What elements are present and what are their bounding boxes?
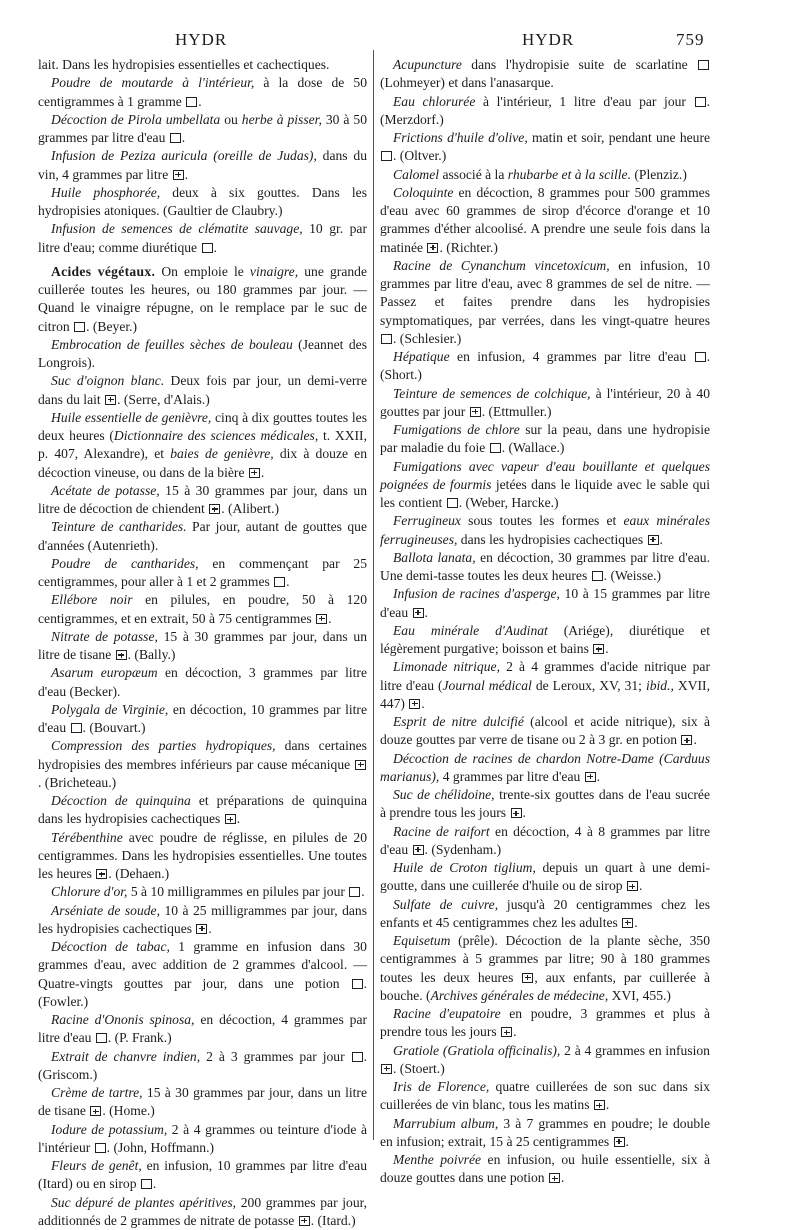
boxed-plus-icon (549, 1173, 560, 1183)
boxed-plus-icon (355, 760, 366, 770)
entry (38, 184, 367, 221)
entry (38, 1194, 367, 1230)
remedy-name: Teinture de semences de colchique, (393, 386, 591, 401)
entry-text: . (Alibert.) (221, 501, 279, 516)
remedy-name: Coloquinte (393, 185, 453, 200)
boxed-plus-icon (116, 650, 127, 660)
remedy-name: Iodure de potassium, (51, 1122, 167, 1137)
entry (38, 56, 367, 74)
entry-text: . (Weber, Harcke.) (459, 495, 559, 510)
entry-text: . (Sydenham.) (425, 842, 502, 857)
empty-box-icon (202, 243, 213, 253)
entry-text: (Lohmeyer) et dans l'anasarque. (380, 75, 554, 90)
entry-text: avec poudre de réglisse, en pilules de 20 centigrammes. Dans les hydropisies essentielles. Une toutes les heures (38, 830, 367, 882)
boxed-plus-icon (409, 699, 420, 709)
entry (38, 372, 367, 409)
empty-box-icon (695, 97, 706, 107)
empty-box-icon (381, 151, 392, 161)
entry-text: . (Oltver.) (393, 148, 446, 163)
entry (38, 1157, 367, 1194)
entry (38, 1048, 367, 1085)
empty-box-icon (695, 352, 706, 362)
entry-text: 15 à 30 grammes par jour, dans un litre de décoction de chiendent (38, 483, 367, 516)
entry (380, 750, 710, 787)
entry (38, 938, 367, 1011)
entry-text: . (639, 878, 642, 893)
entry-text: . (523, 805, 526, 820)
remedy-name: Journal médical (443, 678, 532, 693)
entry-text: dix à douze en décoction vineuse, ou dans de la bière (38, 446, 367, 479)
entry-text: en infusion, ou huile essentielle, six à douze gouttes dans une potion (380, 1152, 710, 1185)
boxed-plus-icon (593, 644, 604, 654)
remedy-name: Ferrugineux (393, 513, 461, 528)
entry-text: XVII, 447) (380, 678, 710, 711)
entry-text: sous toutes les formes et (461, 513, 624, 528)
entry (380, 786, 710, 823)
entry-text: une grande cuillerée toutes les heures, ou 180 grammes par jour. — Quand le vinaigre répugne, on le remplace par le suc de citron (38, 264, 367, 334)
entry-text: . (214, 240, 217, 255)
remedy-name: Dictionnaire des sciences médicales, (114, 428, 318, 443)
boxed-plus-icon (96, 869, 107, 879)
boxed-plus-icon (299, 1216, 310, 1226)
entry (380, 348, 710, 385)
empty-box-icon (447, 498, 458, 508)
entry (38, 409, 367, 482)
entry-text: . (Fowler.) (38, 976, 367, 1009)
entry-text: . (Beyer.) (86, 319, 137, 334)
entry-text: . (Short.) (380, 349, 710, 382)
entry-text: . (Bally.) (128, 647, 176, 662)
entry-text: On emploie le (155, 264, 250, 279)
remedy-name: Suc d'oignon blanc. (51, 373, 164, 388)
remedy-name: Fumigations de chlore (393, 422, 520, 437)
entry-text: 2 à 3 grammes par jour (200, 1049, 350, 1064)
entry-text: en décoction, 10 grammes par litre d'eau (38, 702, 367, 735)
remedy-name: Décoction de Pirola umbellata (51, 112, 220, 127)
remedy-name: Polygala de Virginie, (51, 702, 168, 717)
entry-text: quatre cuillerées de son suc dans six cuillerées de vin blanc, tous les matins (380, 1079, 710, 1112)
entry-text: (Jeannet des Longrois). (38, 337, 367, 370)
boxed-plus-icon (585, 772, 596, 782)
entry (380, 1115, 710, 1152)
entry-text: . (Ettmuller.) (482, 404, 552, 419)
entry-text: lait. Dans les hydropisies essentielles et cachectiques. (38, 57, 329, 72)
entry-text: et préparations de quinquina dans les hydropisies cachectiques (38, 793, 367, 826)
remedy-name: Chlorure d'or, (51, 884, 127, 899)
boxed-plus-icon (470, 407, 481, 417)
entry-text: . (153, 1176, 156, 1191)
remedy-name: Poudre de moutarde à l'intérieur, (51, 75, 254, 90)
entry-text: en décoction, 4 à 8 grammes par litre d'eau (380, 824, 710, 857)
entry (380, 166, 710, 184)
entry-text: . (561, 1170, 564, 1185)
entry (380, 56, 710, 93)
entry-text: 30 à 50 grammes par litre d'eau (38, 112, 367, 145)
remedy-name: Sulfate de cuivre, (393, 897, 498, 912)
remedy-name: Hépatique (393, 349, 450, 364)
entry-text: . (605, 641, 608, 656)
entry (38, 664, 367, 701)
remedy-name: baies de genièvre, (170, 446, 274, 461)
entry-text: . (597, 769, 600, 784)
entry-text: . (261, 465, 264, 480)
remedy-name: Racine de raifort (393, 824, 490, 839)
entry-text: en infusion, 10 grammes par litre d'eau (Itard) ou en sirop (38, 1158, 367, 1191)
entry-text: . (Serre, d'Alais.) (117, 392, 210, 407)
remedy-name: Teinture de cantharides. (51, 519, 187, 534)
entry-text: en décoction, 30 grammes par litre d'eau. Une demi-tasse toutes les deux heures (380, 550, 710, 583)
remedy-name: ibid., (646, 678, 674, 693)
entry-text: (Ariége), diurétique et légèrement purgative; boisson et bains (380, 623, 710, 656)
entry-text: en décoction, 4 grammes par litre d'eau (38, 1012, 367, 1045)
boxed-plus-icon (209, 504, 220, 514)
entry-text: 4 grammes par litre d'eau (439, 769, 583, 784)
entry-text: . (Bouvart.) (83, 720, 146, 735)
entry (380, 823, 710, 860)
empty-box-icon (698, 60, 709, 70)
entry (380, 1005, 710, 1042)
entry-text: . (660, 532, 663, 547)
remedy-name: Menthe poivrée (393, 1152, 481, 1167)
entry (38, 518, 367, 555)
entry-text: . (Wallace.) (502, 440, 565, 455)
empty-box-icon (352, 979, 363, 989)
remedy-name: Extrait de chanvre indien, (51, 1049, 200, 1064)
entry (38, 883, 367, 901)
entry-text: . (425, 605, 428, 620)
entry-text: . (634, 915, 637, 930)
entry (38, 482, 367, 519)
entry-text: 200 grammes par jour, additionnés de 2 grammes de nitrate de potasse (38, 1195, 367, 1228)
entry-text: . (Griscom.) (38, 1049, 367, 1082)
entry (38, 902, 367, 939)
entry (38, 829, 367, 884)
entry-text: . (185, 167, 188, 182)
boxed-plus-icon (413, 608, 424, 618)
boxed-plus-icon (614, 1137, 625, 1147)
running-head-left: HYDR (175, 30, 227, 54)
boxed-plus-icon (511, 808, 522, 818)
column-divider (373, 50, 374, 1140)
remedy-name: Gratiole (Gratiola officinalis), (393, 1043, 560, 1058)
entry-text: en décoction, 3 grammes par litre d'eau (Becker). (38, 665, 367, 698)
entry-text: . (421, 696, 424, 711)
section-heading: Acides végétaux. (51, 264, 155, 279)
entry (38, 263, 367, 336)
entry-text: 3 à 7 grammes en poudre; le double en infusion; extrait, 15 à 25 centigrammes (380, 1116, 710, 1149)
remedy-name: Infusion de racines d'asperge, (393, 586, 560, 601)
right-column (380, 56, 710, 1188)
entry-text: . (328, 611, 331, 626)
entry-text: (prêle). Décoction de la plante sèche, 350 centigrammes à 5 grammes par litre; 90 à 180 grammes toutes les deux heures (380, 933, 710, 985)
remedy-name: Térébenthine (51, 830, 123, 845)
entry-text: . (Merzdorf.) (380, 94, 710, 127)
entry-text: . (198, 94, 201, 109)
boxed-plus-icon (316, 614, 327, 624)
remedy-name: Fumigations avec vapeur d'eau bouillante et quelques poignées de fourmis (380, 459, 710, 492)
remedy-name: Poudre de cantharides, (51, 556, 199, 571)
entry-text: trente-six gouttes dans de l'eau sucrée à prendre tous les jours (380, 787, 710, 820)
empty-box-icon (96, 1033, 107, 1043)
remedy-name: Marrubium album, (393, 1116, 498, 1131)
entry (380, 932, 710, 1005)
entry-text: depuis un quart à une demi-goutte, dans une cuillerée d'huile ou de sirop (380, 860, 710, 893)
remedy-name: Embrocation de feuilles sèches de bouleau (51, 337, 293, 352)
entry-text: 15 à 30 grammes par jour, dans un litre de tisane (38, 629, 367, 662)
remedy-name: Huile essentielle de genièvre, (51, 410, 211, 425)
boxed-plus-icon (522, 973, 533, 983)
entry-text: matin et soir, pendant une heure (528, 130, 710, 145)
remedy-name: Acupuncture (393, 57, 462, 72)
entry-text: ou (220, 112, 242, 127)
entry-text: . (182, 130, 185, 145)
entry-text: dans du vin, 4 grammes par litre (38, 148, 367, 181)
entry-text: en décoction, 8 grammes pour 500 grammes d'eau avec 60 grammes de sirop d'écorce d'orange et 10 grammes d'éther alcoolisé. A prendre une seule fois dans la matinée (380, 185, 710, 255)
entry-text: . (Dehaen.) (108, 866, 169, 881)
empty-box-icon (381, 334, 392, 344)
entry (38, 591, 367, 628)
entry-text: 2 à 4 grammes en infusion (560, 1043, 710, 1058)
remedy-name: Frictions d'huile d'olive, (393, 130, 528, 145)
boxed-plus-icon (225, 814, 236, 824)
entry (380, 257, 710, 348)
remedy-name: Acétate de potasse, (51, 483, 160, 498)
entry-text: jusqu'à 20 centigrammes chez les enfants et 45 centigrammes chez les adultes (380, 897, 710, 930)
entry (380, 622, 710, 659)
boxed-plus-icon (427, 243, 438, 253)
remedy-name: Ballota lanata, (393, 550, 476, 565)
entry-text: à l'intérieur, 20 à 40 gouttes par jour (380, 386, 710, 419)
entry-text: dans l'hydropisie suite de scarlatine (462, 57, 697, 72)
remedy-name: Décoction de quinquina (51, 793, 191, 808)
entry-text: . (361, 884, 364, 899)
boxed-plus-icon (196, 924, 207, 934)
remedy-name: rhubarbe et à la scille. (508, 167, 631, 182)
remedy-name: Archives générales de médecine, (431, 988, 609, 1003)
boxed-plus-icon (173, 170, 184, 180)
entry-text: , aux enfants, par cuillerée à bouche. ( (380, 970, 710, 1003)
boxed-plus-icon (105, 395, 116, 405)
entry-text: . (513, 1024, 516, 1039)
boxed-plus-icon (249, 468, 260, 478)
entry-text: 10 à 15 grammes par litre d'eau (380, 586, 710, 619)
entry-text: 2 à 4 grammes d'acide nitrique par litre d'eau ( (380, 659, 710, 692)
entry-text: dans certaines hydropisies des membres inférieurs par cause mécanique (38, 738, 367, 771)
boxed-plus-icon (681, 735, 692, 745)
entry-text: cinq à dix gouttes toutes les deux heures ( (38, 410, 367, 443)
empty-box-icon (186, 97, 197, 107)
remedy-name: herbe à pisser, (242, 112, 322, 127)
boxed-plus-icon (413, 845, 424, 855)
entry (380, 859, 710, 896)
entry (380, 585, 710, 622)
entry (380, 184, 710, 257)
entry (38, 74, 367, 111)
remedy-name: Décoction de racines de chardon Notre-Dame (Carduus marianus), (380, 751, 710, 784)
boxed-plus-icon (627, 881, 638, 891)
entry-text: t. XXII, p. 407, Alexandre), et (38, 428, 367, 461)
empty-box-icon (349, 887, 360, 897)
remedy-name: Racine de Cynanchum vincetoxicum, (393, 258, 610, 273)
entry (380, 1078, 710, 1115)
entry-text: 2 à 4 grammes ou teinture d'iode à l'intérieur (38, 1122, 367, 1155)
empty-box-icon (490, 443, 501, 453)
entry-text: XVI, 455.) (608, 988, 671, 1003)
remedy-name: Iris de Florence, (393, 1079, 489, 1094)
entry (380, 1151, 710, 1188)
entry-text: (Plenziz.) (631, 167, 687, 182)
entry (38, 737, 367, 792)
entry (38, 111, 367, 148)
entry-text: . (Richter.) (439, 240, 498, 255)
entry-text: en commençant par 25 centigrammes, pour aller à 1 et 2 grammes (38, 556, 367, 589)
entry (380, 421, 710, 458)
entry (380, 896, 710, 933)
entry-text: . (606, 1097, 609, 1112)
entry-text: Par jour, autant de gouttes que d'années (Autenrieth). (38, 519, 367, 552)
entry-text: dans les hydropisies cachectiques (457, 532, 646, 547)
entry-text: . (Itard.) (311, 1213, 356, 1228)
empty-box-icon (170, 133, 181, 143)
entry-text: associé à la (439, 167, 508, 182)
entry-text: . (P. Frank.) (108, 1030, 172, 1045)
remedy-name: eaux minérales ferrugineuses, (380, 513, 710, 546)
boxed-plus-icon (594, 1100, 605, 1110)
entry-text: Deux fois par jour, un demi-verre dans du lait (38, 373, 367, 406)
remedy-name: Suc de chélidoine, (393, 787, 495, 802)
entry-text: en infusion, 10 grammes par litre d'eau, avec 8 grammes de sel de nitre. — Passez et faites prendre dans les hydropisies symptomatiques, par verrées, dans les vingt-quatre heures (380, 258, 710, 328)
empty-box-icon (274, 577, 285, 587)
entry-text: 5 à 10 milligrammes en pilules par jour (127, 884, 348, 899)
boxed-plus-icon (622, 918, 633, 928)
remedy-name: Crème de tartre, (51, 1085, 143, 1100)
remedy-name: Asarum europæum (51, 665, 158, 680)
boxed-plus-icon (381, 1064, 392, 1074)
entry (380, 458, 710, 513)
remedy-name: Huile phosphorée, (51, 185, 160, 200)
entry-text: en poudre, 3 grammes et plus à prendre tous les jours (380, 1006, 710, 1039)
entry-text: . (208, 921, 211, 936)
remedy-name: Calomel (393, 167, 439, 182)
entry-text: . (Bricheteau.) (38, 775, 116, 790)
entry (38, 147, 367, 184)
remedy-name: Décoction de tabac, (51, 939, 170, 954)
page-number: 759 (676, 30, 705, 54)
entry-text: . (John, Hoffmann.) (107, 1140, 214, 1155)
entry (380, 512, 710, 549)
entry-text: en pilules, en poudre, 50 à 120 centigrammes, et en extrait, 50 à 75 centigrammes (38, 592, 367, 625)
entry-text: 10 gr. par litre d'eau; comme diurétique (38, 221, 367, 254)
entry (38, 336, 367, 373)
remedy-name: Limonade nitrique, (393, 659, 500, 674)
remedy-name: Suc dépuré de plantes apéritives, (51, 1195, 236, 1210)
entry-text: . (237, 811, 240, 826)
left-column (38, 56, 367, 1230)
entry-text: en infusion, 4 grammes par litre d'eau (450, 349, 694, 364)
boxed-plus-icon (648, 535, 659, 545)
remedy-name: Racine d'eupatoire (393, 1006, 501, 1021)
entry (38, 792, 367, 829)
entry-text: à l'intérieur, 1 litre d'eau par jour (475, 94, 693, 109)
entry-text: sur la peau, dans une hydropisie par maladie du foie (380, 422, 710, 455)
entry-text: (alcool et acide nitrique), six à douze gouttes par verre de tisane ou 2 à 3 gr. en potion (380, 714, 710, 747)
entry (38, 628, 367, 665)
empty-box-icon (141, 1179, 152, 1189)
empty-box-icon (95, 1143, 106, 1153)
entry (380, 93, 710, 130)
entry-text: 15 à 30 grammes par jour, dans un litre de tisane (38, 1085, 367, 1118)
entry-text: jetées dans le liquide avec le sable qui les contient (380, 477, 710, 510)
remedy-name: Fleurs de genêt, (51, 1158, 142, 1173)
entry-text: . (Home.) (102, 1103, 154, 1118)
entry-text: . (Stoert.) (393, 1061, 445, 1076)
entry-text: . (626, 1134, 629, 1149)
empty-box-icon (592, 571, 603, 581)
remedy-name: Compression des parties hydropiques, (51, 738, 276, 753)
remedy-name: Infusion de Peziza auricula (oreille de Judas), (51, 148, 317, 163)
entry-text: à la dose de 50 centigrammes à 1 gramme (38, 75, 367, 108)
remedy-name: Eau chlorurée (393, 94, 475, 109)
entry-text: 10 à 25 milligrammes par jour, dans les hydropisies cachectiques (38, 903, 367, 936)
remedy-name: Racine d'Ononis spinosa, (51, 1012, 194, 1027)
entry (38, 1084, 367, 1121)
entry (380, 658, 710, 713)
remedy-name: Nitrate de potasse, (51, 629, 158, 644)
entry (38, 701, 367, 738)
entry (380, 129, 710, 166)
remedy-name: Infusion de semences de clématite sauvage, (51, 221, 303, 236)
entry-text: . (286, 574, 289, 589)
entry (380, 1042, 710, 1079)
remedy-name: Huile de Croton tiglium, (393, 860, 536, 875)
entry-text: . (Schlesier.) (393, 331, 461, 346)
entry (38, 1121, 367, 1158)
entry-text: . (Weisse.) (604, 568, 661, 583)
entry (38, 1011, 367, 1048)
entry (380, 713, 710, 750)
remedy-name: Eau minérale d'Audinat (393, 623, 548, 638)
remedy-name: Esprit de nitre dulcifié (393, 714, 524, 729)
empty-box-icon (352, 1052, 363, 1062)
remedy-name: vinaigre, (250, 264, 298, 279)
entry (380, 549, 710, 586)
remedy-name: Ellébore noir (51, 592, 133, 607)
entry-text: 1 gramme en infusion dans 30 grammes d'eau, avec addition de 2 grammes d'alcool. — Quatre-vingts gouttes par jour, dans une potion (38, 939, 367, 991)
empty-box-icon (71, 723, 82, 733)
boxed-plus-icon (501, 1027, 512, 1037)
entry-text: deux à six gouttes. Dans les hydropisies atoniques. (Gaultier de Claubry.) (38, 185, 367, 218)
entry (38, 555, 367, 592)
entry-text: de Leroux, XV, 31; (532, 678, 646, 693)
remedy-name: Equisetum (393, 933, 450, 948)
entry-text: . (693, 732, 696, 747)
entry (38, 220, 367, 257)
boxed-plus-icon (90, 1106, 101, 1116)
empty-box-icon (74, 322, 85, 332)
entry (380, 385, 710, 422)
running-head-right: HYDR (522, 30, 574, 54)
remedy-name: Arséniate de soude, (51, 903, 160, 918)
